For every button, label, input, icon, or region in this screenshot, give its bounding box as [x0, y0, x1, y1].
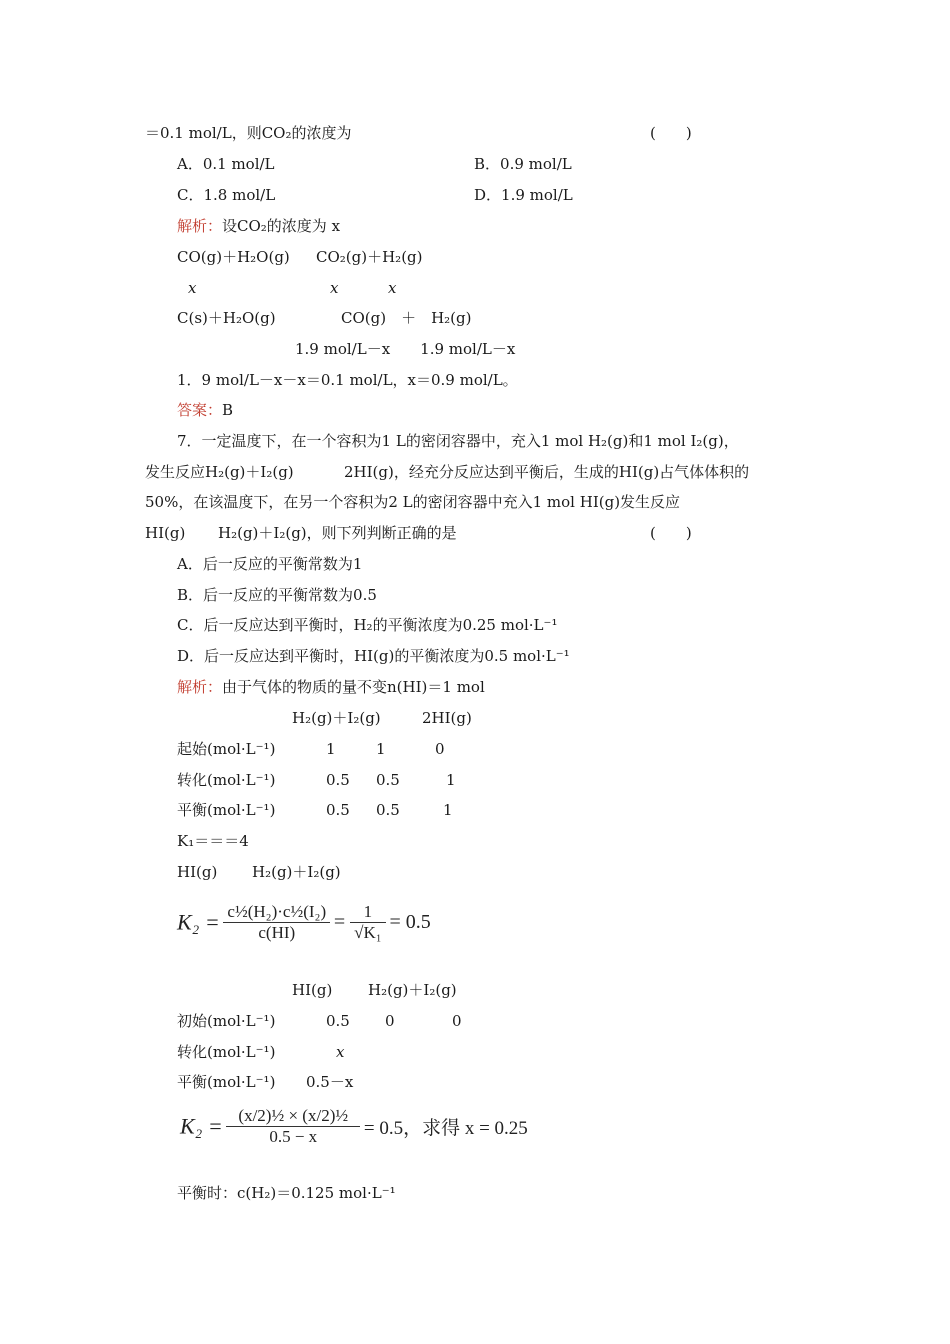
t1-row2-label: 转化(mol·L⁻¹) [177, 771, 276, 789]
q7-answer-paren: ( ) [650, 524, 692, 542]
analysis-label: 解析： [177, 217, 223, 235]
k2-numerator: c½(H₂)·c½(I₂) [223, 902, 330, 923]
t1-row2-v3: 1 [446, 771, 456, 789]
q7-eq3-right: H₂(g)＋I₂(g) [368, 981, 457, 999]
analysis-text: 由于气体的物质的量不变n(HI)＝1 mol [222, 678, 485, 696]
q6-r1-x-3: x [388, 279, 397, 297]
q6-option-a: A．0.1 mol/L [177, 155, 275, 173]
q6-option-b: B．0.9 mol/L [474, 155, 572, 173]
q7-line-3: 50%，在该温度下，在另一个容积为2 L的密闭容器中充入1 mol HI(g)发生反应 [145, 493, 681, 511]
t2-row3-label: 平衡(mol·L⁻¹) [177, 1073, 276, 1091]
q6-reaction-1-products: CO₂(g)＋H₂(g) [316, 248, 423, 266]
t1-row1-v3: 0 [435, 740, 445, 758]
q7-line-1: 7．一定温度下，在一个容积为1 L的密闭容器中，充入1 mol H₂(g)和1 mol I₂(g)， [177, 432, 739, 450]
t1-row3-v3: 1 [443, 801, 453, 819]
t2-row1-label: 初始(mol·L⁻¹) [177, 1012, 276, 1030]
k2-fraction [223, 902, 330, 943]
q6-r1-x-1: x [188, 279, 197, 297]
k2b-result: = 0.5，求得 x = 0.25 [363, 1118, 528, 1139]
t2-row2-label: 转化(mol·L⁻¹) [177, 1043, 276, 1061]
q7-option-d: D．后一反应达到平衡时，HI(g)的平衡浓度为0.5 mol·L⁻¹ [177, 647, 570, 665]
k1-result: K₁＝＝＝4 [177, 832, 249, 850]
k2-formula: K₂ = $\frac{\text{c½(H₂)·c½(I₂)}}{c(HI)}$ = $\frac{1}{\text{√K₁}}$ = 0.5 [177, 902, 431, 942]
t1-row3-v1: 0.5 [326, 801, 350, 819]
k2b-denominator: 0.5 − x [269, 1127, 318, 1146]
t2-row1-v2: 0 [385, 1012, 395, 1030]
q6-answer [177, 400, 233, 420]
k2-denominator: c(HI) [258, 923, 296, 942]
q6-answer-paren: ( ) [650, 124, 692, 142]
t1-row3-label: 平衡(mol·L⁻¹) [177, 801, 276, 819]
q7-line-4b: H₂(g)＋I₂(g)，则下列判断正确的是 [218, 524, 457, 542]
k2-mid-numerator: 1 [350, 902, 386, 923]
q7-line-2a: 发生反应H₂(g)＋I₂(g) [145, 463, 294, 481]
q7-eq2-right: H₂(g)＋I₂(g) [252, 863, 341, 881]
k2b-fraction [226, 1106, 360, 1147]
t2-row2-v1: x [336, 1043, 345, 1061]
q6-calculation: 1．9 mol/L－x－x＝0.1 mol/L，x＝0.9 mol/L。 [177, 371, 518, 389]
q6-reaction-2-products: CO(g) ＋ H₂(g) [341, 309, 472, 327]
final-h2-concentration: 平衡时：c(H₂)＝0.125 mol·L⁻¹ [177, 1184, 396, 1202]
q7-line-4a: HI(g) [145, 524, 186, 542]
k2-result: = 0.5 [389, 911, 431, 933]
q7-line-2b: 2HI(g)，经充分反应达到平衡后，生成的HI(g)占气体体积的 [344, 463, 750, 481]
k2b-numerator: (x/2)½ × (x/2)½ [226, 1106, 360, 1127]
t1-row3-v2: 0.5 [376, 801, 400, 819]
q7-analysis [177, 677, 485, 697]
analysis-text: 设CO₂的浓度为 x [222, 217, 341, 235]
k2-mid-denominator: √K₁ [354, 923, 382, 942]
q6-option-d: D．1.9 mol/L [474, 186, 573, 204]
k2-solve-formula [180, 1106, 528, 1176]
t1-row2-v1: 0.5 [326, 771, 350, 789]
k2-lhs: K₂ = [177, 909, 220, 935]
t1-row1-v2: 1 [376, 740, 386, 758]
answer-label: 答案： [177, 401, 223, 419]
q6-r1-x-2: x [330, 279, 339, 297]
q6-analysis [177, 216, 340, 236]
q7-option-c: C．后一反应达到平衡时，H₂的平衡浓度为0.25 mol·L⁻¹ [177, 616, 558, 634]
q7-eq1-right: 2HI(g) [422, 709, 472, 727]
q7-eq3-left: HI(g) [292, 981, 333, 999]
k2b-lhs: K₂ = [180, 1113, 223, 1139]
q7-option-a: A．后一反应的平衡常数为1 [177, 555, 363, 573]
k2-inverse-root [350, 902, 386, 943]
q7-eq1-left: H₂(g)＋I₂(g) [292, 709, 381, 727]
t1-row1-v1: 1 [326, 740, 336, 758]
q6-stem-tail: ＝0.1 mol/L，则CO₂的浓度为 [145, 124, 352, 142]
analysis-label: 解析： [177, 678, 223, 696]
q6-reaction-2-values: 1.9 mol/L－x 1.9 mol/L－x [295, 340, 516, 358]
t2-row3-v1: 0.5－x [306, 1073, 354, 1091]
q7-option-b: B．后一反应的平衡常数为0.5 [177, 586, 377, 604]
q6-reaction-1: CO(g)＋H₂O(g) [177, 248, 290, 266]
q7-eq2-left: HI(g) [177, 863, 218, 881]
t1-row2-v2: 0.5 [376, 771, 400, 789]
t2-row1-v3: 0 [452, 1012, 462, 1030]
t1-row1-label: 起始(mol·L⁻¹) [177, 740, 276, 758]
q6-reaction-2: C(s)＋H₂O(g) [177, 309, 276, 327]
q6-option-c: C．1.8 mol/L [177, 186, 276, 204]
t2-row1-v1: 0.5 [326, 1012, 350, 1030]
answer-value: B [222, 401, 234, 419]
